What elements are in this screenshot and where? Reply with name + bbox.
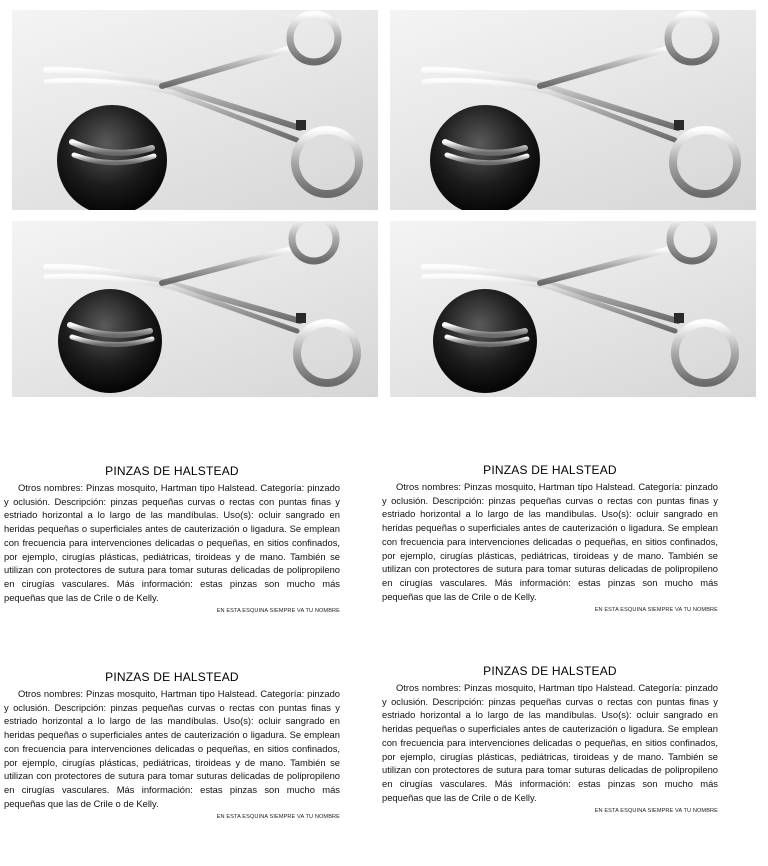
card-footer-name-note: EN ESTA ESQUINA SIEMPRE VA TU NOMBRE (216, 814, 340, 821)
card-description: Otros nombres: Pinzas mosquito, Hartman tipo Halstead. Categoría: pinzado y oclusión. Descripción: pinzas pequeñas curvas o rectas con puntas finas y estriado horizontal a lo largo de las mandíbulas. Uso(s): ocluir sangrado en heridas pequeñas o superficiales antes de cauterización o ligadura. Se emplean con frecuencia para intervenciones delicadas o pequeñas, en sitios confinados, por ejemplo, cirugías plásticas, pediátricas, tiroideas y de mano. También se utilizan con protectores de sutura para tomar suturas delicadas de polipropileno en cirugías vasculares. Más información: estas pinzas son mucho más pequeñas que las de Crile o de Kelly. (382, 682, 718, 803)
forceps-photo-icon (390, 10, 756, 210)
flashcard (382, 463, 718, 613)
flashcard (4, 670, 340, 820)
card-footer-name-note: EN ESTA ESQUINA SIEMPRE VA TU NOMBRE (594, 607, 718, 614)
card-footer-name-note: EN ESTA ESQUINA SIEMPRE VA TU NOMBRE (216, 608, 340, 615)
card-title: PINZAS DE HALSTEAD (483, 463, 617, 477)
forceps-photo-icon (12, 10, 378, 210)
forceps-photo (390, 221, 756, 397)
forceps-photo-icon (12, 221, 378, 397)
card-title: PINZAS DE HALSTEAD (105, 464, 239, 478)
forceps-photo (12, 10, 378, 210)
flashcard (4, 464, 340, 614)
forceps-photo-icon (390, 221, 756, 397)
forceps-photo (390, 10, 756, 210)
card-footer-name-note: EN ESTA ESQUINA SIEMPRE VA TU NOMBRE (594, 808, 718, 815)
forceps-photo (12, 221, 378, 397)
card-description: Otros nombres: Pinzas mosquito, Hartman tipo Halstead. Categoría: pinzado y oclusión. Descripción: pinzas pequeñas curvas o rectas con puntas finas y estriado horizontal a lo largo de las mandíbulas. Uso(s): ocluir sangrado en heridas pequeñas o superficiales antes de cauterización o ligadura. Se emplean con frecuencia para intervenciones delicadas o pequeñas, en sitios confinados, por ejemplo, cirugías plásticas, pediátricas, tiroideas y de mano. También se utilizan con protectores de sutura para tomar suturas delicadas de polipropileno en cirugías vasculares. Más información: estas pinzas son mucho más pequeñas que las de Crile o de Kelly. (4, 688, 340, 809)
card-title: PINZAS DE HALSTEAD (483, 664, 617, 678)
card-description: Otros nombres: Pinzas mosquito, Hartman tipo Halstead. Categoría: pinzado y oclusión. Descripción: pinzas pequeñas curvas o rectas con puntas finas y estriado horizontal a lo largo de las mandíbulas. Uso(s): ocluir sangrado en heridas pequeñas o superficiales antes de cauterización o ligadura. Se emplean con frecuencia para intervenciones delicadas o pequeñas, en sitios confinados, por ejemplo, cirugías plásticas, pediátricas, tiroideas y de mano. También se utilizan con protectores de sutura para tomar suturas delicadas de polipropileno en cirugías vasculares. Más información: estas pinzas son mucho más pequeñas que las de Crile o de Kelly. (4, 482, 340, 603)
card-description: Otros nombres: Pinzas mosquito, Hartman tipo Halstead. Categoría: pinzado y oclusión. Descripción: pinzas pequeñas curvas o rectas con puntas finas y estriado horizontal a lo largo de las mandíbulas. Uso(s): ocluir sangrado en heridas pequeñas o superficiales antes de cauterización o ligadura. Se emplean con frecuencia para intervenciones delicadas o pequeñas, en sitios confinados, por ejemplo, cirugías plásticas, pediátricas, tiroideas y de mano. También se utilizan con protectores de sutura para tomar suturas delicadas de polipropileno en cirugías vasculares. Más información: estas pinzas son mucho más pequeñas que las de Crile o de Kelly. (382, 481, 718, 602)
flashcard (382, 664, 718, 814)
card-title: PINZAS DE HALSTEAD (105, 670, 239, 684)
